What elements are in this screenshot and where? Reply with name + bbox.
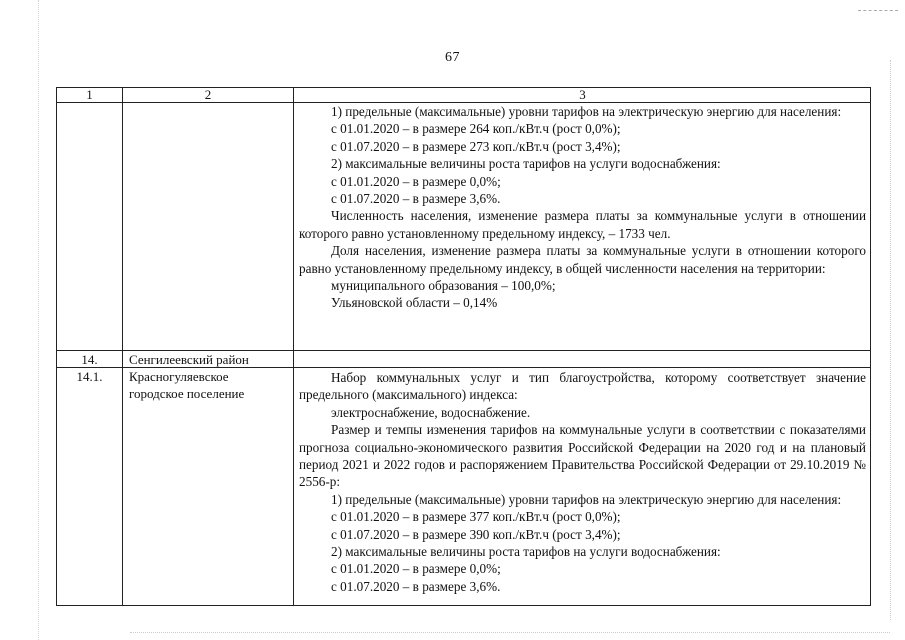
scan-edge-marks bbox=[890, 60, 892, 620]
column-header-1: 1 bbox=[86, 87, 93, 102]
column-header-2: 2 bbox=[204, 87, 212, 102]
paragraph: Ульяновской области – 0,14% bbox=[331, 295, 498, 311]
paragraph: 2) максимальные величины роста тарифов на услуги водоснабжения: bbox=[331, 544, 721, 560]
paragraph: Размер и темпы изменения тарифов на коммунальные услуги в соответствии с показателями прогноза социально-экономического развития Российской Федерации на 2020 год и на плановый период 2021 и 2022 годов и распоряжением Правительства Российской Федерации от 29.10.2019 № 2556-р: bbox=[299, 422, 866, 490]
paragraph: с 01.01.2020 – в размере 264 коп./кВт.ч (рост 0,0%); bbox=[331, 121, 621, 137]
paragraph: с 01.07.2020 – в размере 3,6%. bbox=[331, 191, 501, 207]
paragraph: 1) предельные (максимальные) уровни тарифов на электрическую энергию для населения: bbox=[331, 104, 842, 119]
column-divider bbox=[122, 88, 123, 605]
paragraph: с 01.01.2020 – в размере 377 коп./кВт.ч (рост 0,0%); bbox=[331, 509, 621, 525]
paragraph: муниципального образования – 100,0%; bbox=[331, 278, 556, 294]
paragraph: с 01.07.2020 – в размере 3,6%. bbox=[331, 578, 501, 594]
paragraph: с 01.01.2020 – в размере 0,0%; bbox=[331, 561, 501, 577]
row-number: 14. bbox=[81, 352, 98, 367]
column-header-3: 3 bbox=[579, 87, 586, 102]
column-divider bbox=[293, 88, 294, 605]
paragraph: с 01.07.2020 – в размере 273 коп./кВт.ч (рост 3,4%); bbox=[331, 138, 621, 154]
continuation-cell-text bbox=[299, 103, 866, 312]
scan-edge-marks bbox=[38, 0, 43, 640]
scan-edge-marks bbox=[858, 10, 898, 12]
paragraph: Набор коммунальных услуг и тип благоустройства, которому соответствует значение предельного (максимального) индекса: bbox=[299, 370, 866, 403]
paragraph: 2) максимальные величины роста тарифов на услуги водоснабжения: bbox=[331, 156, 721, 172]
page-number: 67 bbox=[445, 50, 460, 65]
paragraph: 1) предельные (максимальные) уровни тарифов на электрическую энергию для населения: bbox=[331, 491, 842, 507]
paragraph: с 01.01.2020 – в размере 0,0%; bbox=[331, 173, 501, 189]
settlement-name: Красногуляевское городское поселение bbox=[129, 369, 245, 401]
paragraph: электроснабжение, водоснабжение. bbox=[331, 404, 531, 420]
paragraph: Доля населения, изменение размера платы за коммунальные услуги в отношении которого равно установленному предельному индексу, в общей численности населения на территории: bbox=[299, 243, 866, 276]
scan-edge-marks bbox=[130, 632, 890, 634]
district-name: Сенгилеевский район bbox=[129, 352, 249, 367]
row-number: 14.1. bbox=[76, 369, 103, 384]
paragraph: с 01.07.2020 – в размере 390 коп./кВт.ч (рост 3,4%); bbox=[331, 526, 621, 542]
paragraph: Численность населения, изменение размера платы за коммунальные услуги в отношении которого равно установленному предельному индексу, – 1733 чел. bbox=[299, 208, 866, 241]
data-table bbox=[56, 87, 871, 606]
settlement-cell-text bbox=[299, 369, 866, 595]
